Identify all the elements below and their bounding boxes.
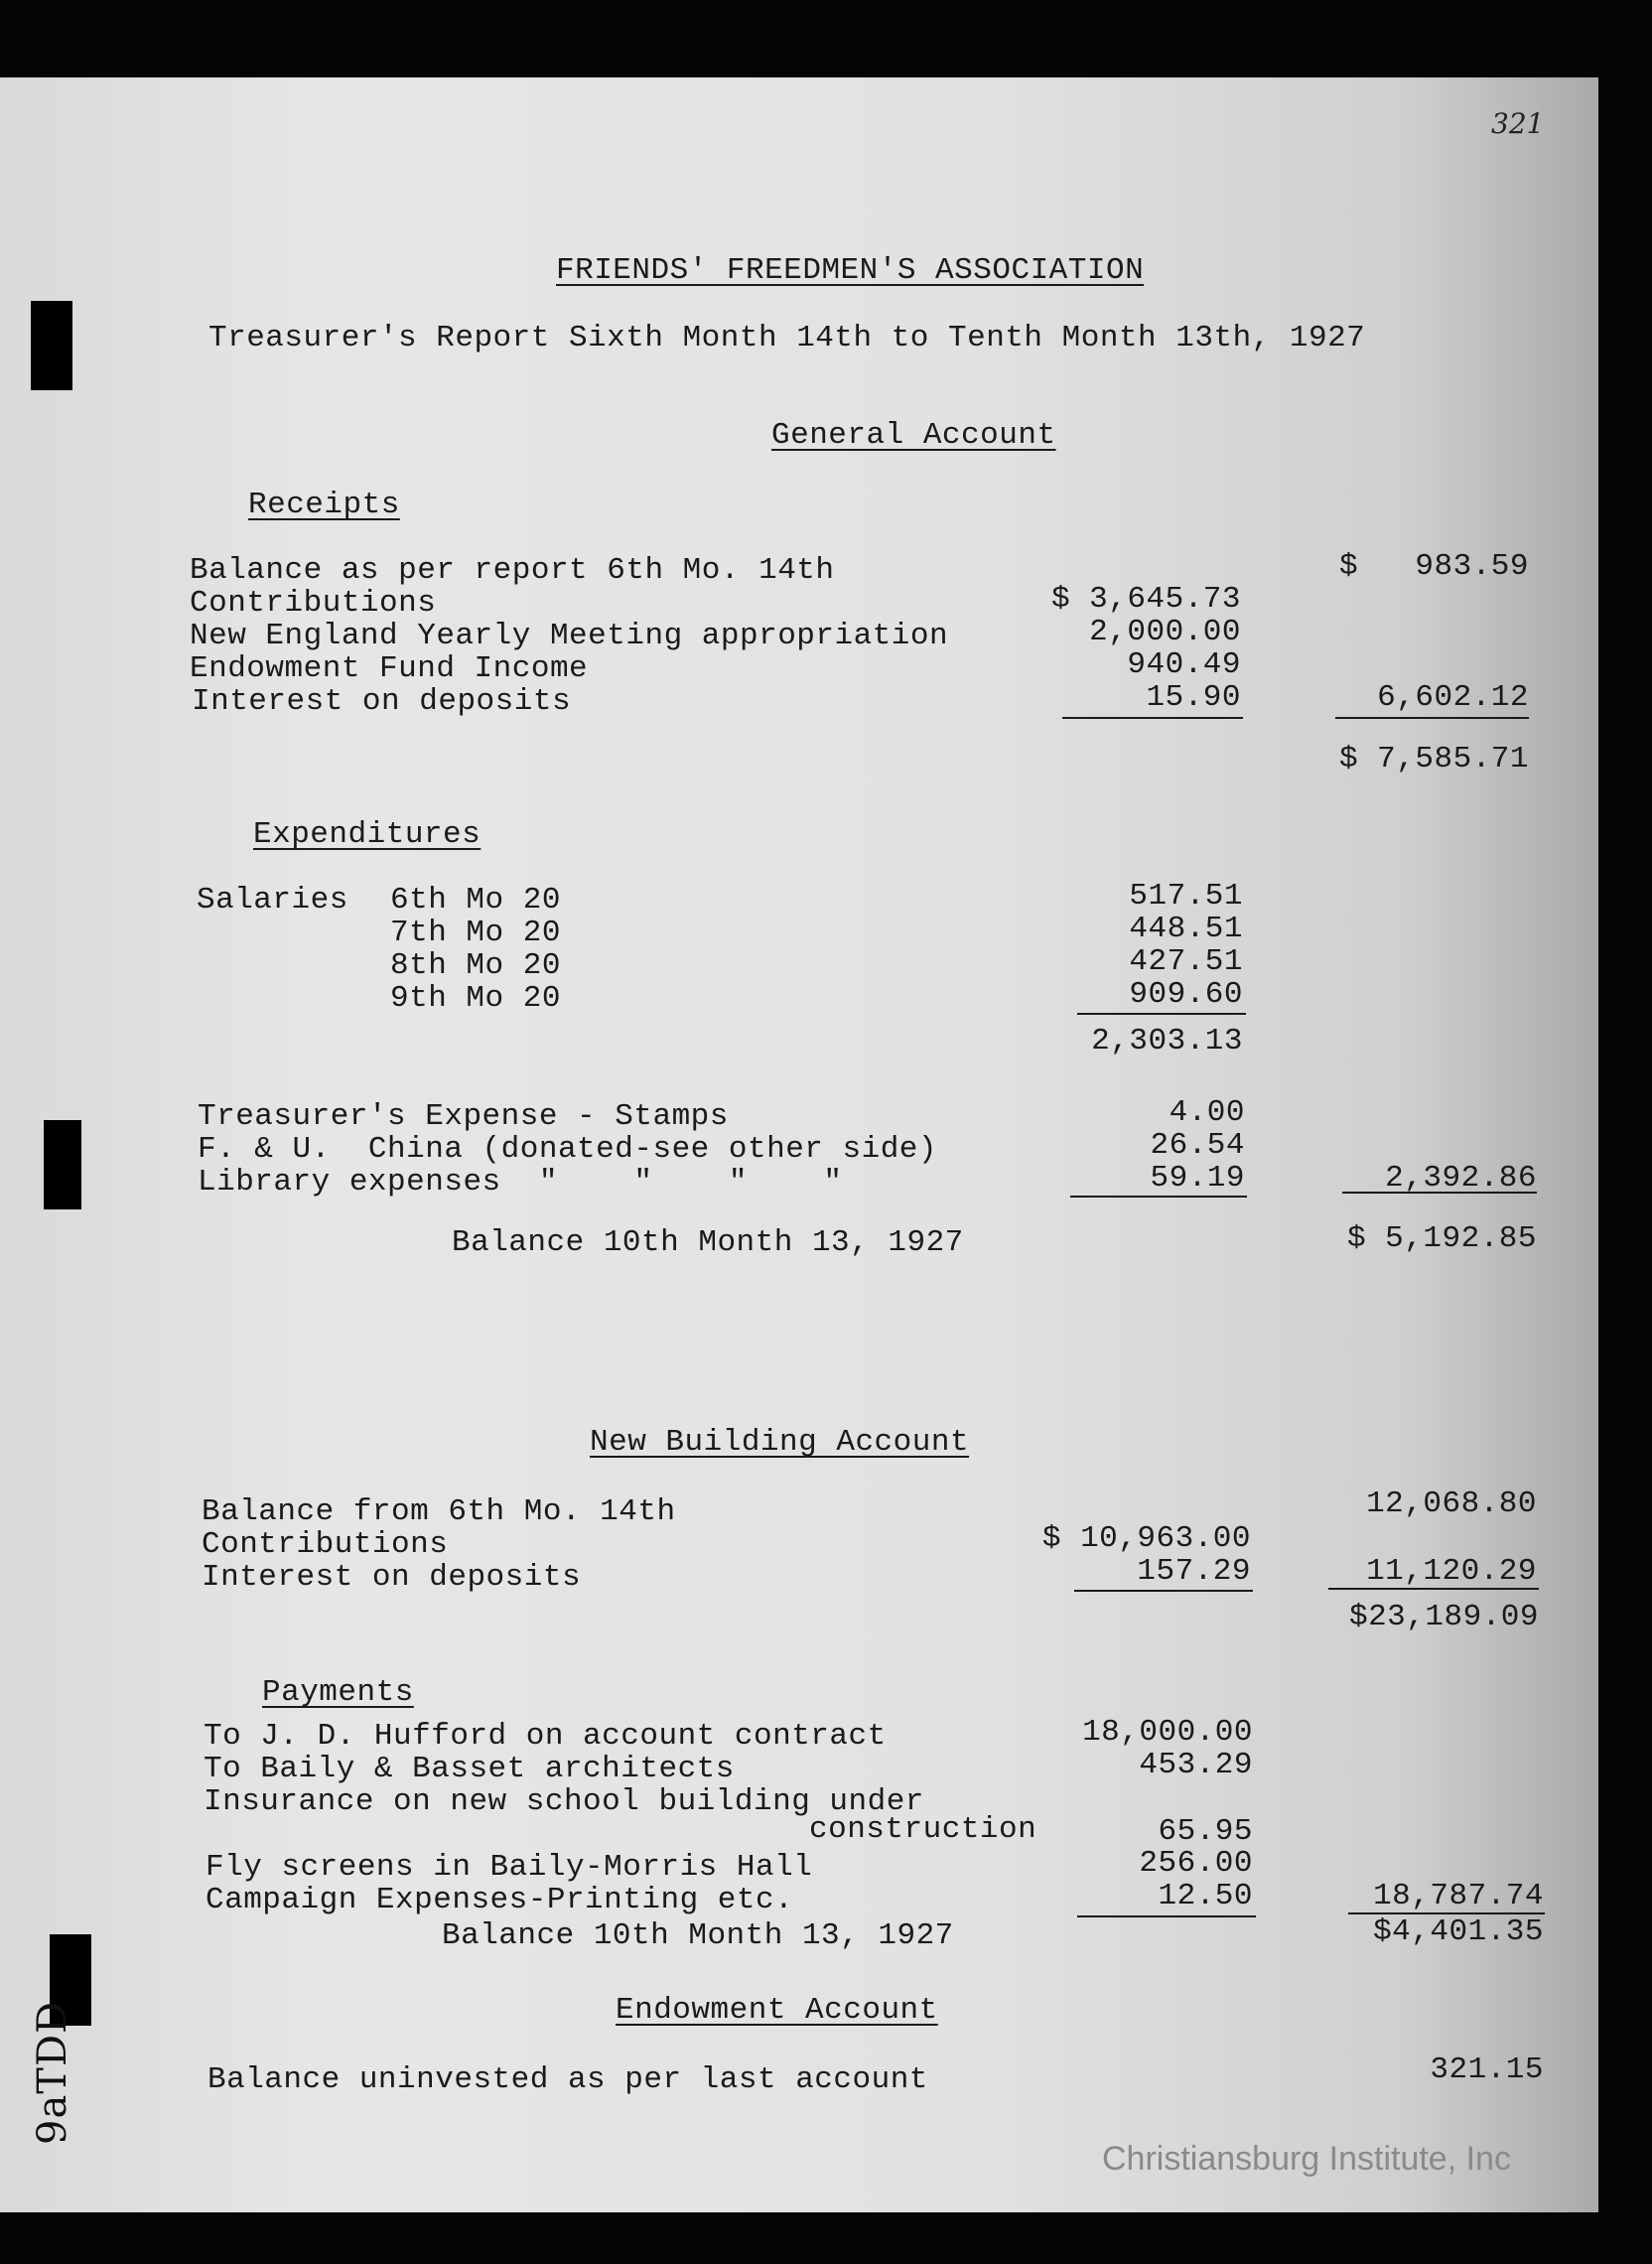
receipt-label: Contributions <box>190 586 437 621</box>
payment-label: To Baily & Basset architects <box>204 1752 735 1786</box>
payment-amount: 12.50 <box>1158 1879 1253 1913</box>
receipt-amount: 15.90 <box>1146 680 1241 715</box>
salary-month: 8th Mo 20 <box>390 948 561 983</box>
receipts-total: $ 7,585.71 <box>1338 742 1529 777</box>
receipt-total: $ 983.59 <box>1338 549 1529 584</box>
nb-receipt-amount: $ 10,963.00 <box>1041 1521 1251 1556</box>
salary-month: 9th Mo 20 <box>390 981 561 1016</box>
nb-receipt-label: Interest on deposits <box>202 1560 582 1595</box>
margin-id: 9aTDD <box>30 2000 75 2145</box>
receipt-amount: 940.49 <box>1127 647 1241 682</box>
document-page <box>0 77 1598 2212</box>
receipt-total: 6,602.12 <box>1377 680 1529 715</box>
receipt-amount: 2,000.00 <box>1089 615 1241 649</box>
payment-label: construction <box>809 1812 1037 1847</box>
expenditures-heading: Expenditures <box>253 817 482 852</box>
payments-heading: Payments <box>262 1675 414 1710</box>
underline-rule <box>1070 1196 1247 1198</box>
payment-amount: 65.95 <box>1158 1814 1253 1849</box>
org-title: FRIENDS' FREEDMEN'S ASSOCIATION <box>556 253 1145 288</box>
payment-amount: 256.00 <box>1139 1846 1253 1881</box>
underline-rule <box>1335 717 1529 719</box>
receipts-heading: Receipts <box>248 488 400 522</box>
payment-amount: 18,000.00 <box>1082 1715 1253 1750</box>
salary-amount: 448.51 <box>1129 912 1243 946</box>
payment-amount: 453.29 <box>1139 1748 1253 1782</box>
receipt-label: New England Yearly Meeting appropriation <box>190 619 949 653</box>
page-number: 321 <box>1491 107 1545 140</box>
underline-rule <box>1074 1590 1253 1592</box>
endowment-amount: 321.15 <box>1430 2052 1544 2087</box>
endowment-heading: Endowment Account <box>616 1993 938 2028</box>
endowment-label: Balance uninvested as per last account <box>207 2062 928 2097</box>
new-building-heading: New Building Account <box>590 1425 970 1460</box>
report-title: Treasurer's Report Sixth Month 14th to Tenth Month 13th, 1927 <box>208 321 1366 355</box>
underline-rule <box>1342 1192 1537 1194</box>
underline-rule <box>1077 1013 1246 1015</box>
nb-receipt-label: Contributions <box>202 1527 449 1562</box>
salary-month: 6th Mo 20 <box>390 883 561 918</box>
expense-amount: 59.19 <box>1150 1161 1245 1196</box>
receipt-amount: $ 3,645.73 <box>1050 582 1241 617</box>
general-closing-balance: $ 5,192.85 <box>1346 1221 1537 1256</box>
nb-receipt-label: Balance from 6th Mo. 14th <box>202 1494 676 1529</box>
expense-label: Library expenses " " " " <box>198 1165 843 1200</box>
salaries-label: Salaries <box>197 883 348 918</box>
nb-receipt-total: 12,068.80 <box>1366 1486 1537 1521</box>
general-closing-label: Balance 10th Month 13, 1927 <box>452 1225 964 1260</box>
payment-label: Insurance on new school building under <box>204 1784 924 1819</box>
margin-marker <box>44 1120 81 1209</box>
receipt-label: Balance as per report 6th Mo. 14th <box>190 553 835 588</box>
nb-closing-balance: $4,401.35 <box>1373 1914 1544 1949</box>
underline-rule <box>1077 1915 1256 1917</box>
expense-amount: 26.54 <box>1150 1128 1245 1163</box>
watermark: Christiansburg Institute, Inc <box>1102 2140 1511 2178</box>
underline-rule <box>1062 717 1243 719</box>
expense-amount: 4.00 <box>1169 1095 1245 1130</box>
nb-receipt-total: 11,120.29 <box>1366 1554 1537 1589</box>
underline-rule <box>1328 1588 1539 1590</box>
receipt-label: Interest on deposits <box>192 684 572 719</box>
salaries-total: 2,303.13 <box>1091 1024 1243 1059</box>
nb-closing-label: Balance 10th Month 13, 1927 <box>442 1918 954 1953</box>
nb-receipts-total: $23,189.09 <box>1348 1600 1539 1634</box>
payment-label: To J. D. Hufford on account contract <box>204 1719 887 1754</box>
salary-amount: 427.51 <box>1129 944 1243 979</box>
salary-amount: 517.51 <box>1129 879 1243 914</box>
payment-label: Fly screens in Baily-Morris Hall <box>206 1850 813 1885</box>
payment-label: Campaign Expenses-Printing etc. <box>206 1883 794 1917</box>
general-account-heading: General Account <box>771 418 1056 453</box>
receipt-label: Endowment Fund Income <box>190 651 589 686</box>
payment-total: 18,787.74 <box>1373 1879 1544 1913</box>
expense-label: F. & U. China (donated-see other side) <box>198 1132 938 1167</box>
salary-amount: 909.60 <box>1129 977 1243 1012</box>
expense-label: Treasurer's Expense - Stamps <box>198 1099 729 1134</box>
expense-total: 2,392.86 <box>1385 1161 1537 1196</box>
nb-receipt-amount: 157.29 <box>1137 1554 1251 1589</box>
salary-month: 7th Mo 20 <box>390 916 561 950</box>
margin-marker <box>31 301 72 390</box>
